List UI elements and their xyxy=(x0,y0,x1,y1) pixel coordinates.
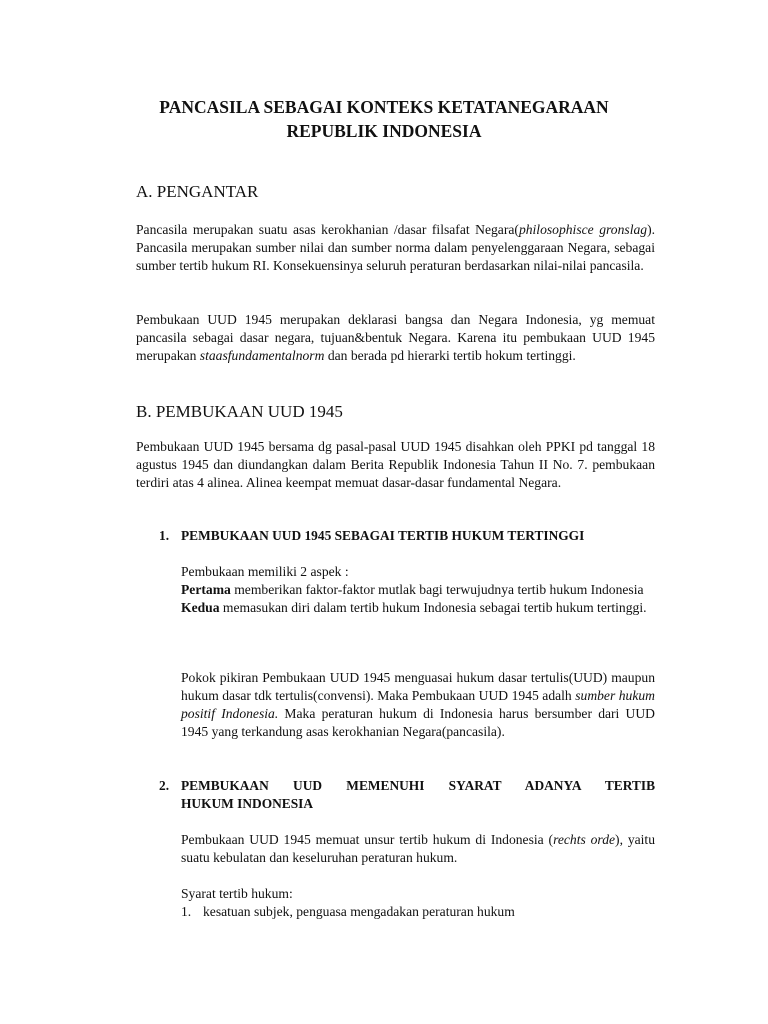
aspect-text: memberikan faktor-faktor mutlak bagi terwujudnya tertib hukum Indonesia xyxy=(230,582,644,597)
syarat-intro: Syarat tertib hukum: xyxy=(181,886,293,901)
title-line-2: REPUBLIK INDONESIA xyxy=(286,121,482,141)
subsection-number: 1. xyxy=(159,528,170,543)
text-run: ). Pancasila merupakan sumber nilai dan sumber norma dalam penyelenggaraan Negara, sebagai sumber tertib hukum RI. Konsekuensinya seluruh peraturan berdasarkan nilai-nilai pancasila. xyxy=(136,222,656,273)
aspects-intro: Pembukaan memiliki 2 aspek : xyxy=(181,564,349,579)
section-b-heading: B. PEMBUKAAN UUD 1945 xyxy=(136,402,343,421)
list-number: 1. xyxy=(181,904,192,919)
section-a-paragraph-2 xyxy=(136,311,655,365)
italic-term: sumber hukum positif Indonesia. xyxy=(181,688,655,721)
italic-term: philosophisce gronslag xyxy=(518,222,648,237)
section-b-paragraph-1: Pembukaan UUD 1945 bersama dg pasal-pasal UUD 1945 disahkan oleh PPKI pd tanggal 18 agustus 1945 dan diundangkan dalam Berita Republik Indonesia Tahun II No. 7. pembukaan terdiri atas 4 alinea. Alinea keempat memuat dasar-dasar fundamental Negara. xyxy=(136,439,655,490)
text-run: Maka peraturan hukum di Indonesia harus bersumber dari UUD 1945 yang terkandung asas kerokhanian Negara(pancasila). xyxy=(181,706,655,739)
subsection-1-paragraph-2 xyxy=(181,669,655,741)
subsection-number: 2. xyxy=(159,778,170,793)
list-text: kesatuan subjek, penguasa mengadakan peraturan hukum xyxy=(203,904,515,919)
subsection-title xyxy=(181,777,655,813)
italic-term: rechts orde xyxy=(553,832,616,847)
subsection-1-aspects xyxy=(181,563,655,617)
section-a-paragraph-1 xyxy=(136,221,655,275)
aspect-pertama xyxy=(181,581,655,599)
text-run: dan berada pd hierarki tertib hokum tertinggi. xyxy=(324,348,576,363)
section-a-heading: A. PENGANTAR xyxy=(136,182,259,201)
subsection-2-heading xyxy=(159,777,655,813)
list-item xyxy=(181,903,515,921)
text-run: Pokok pikiran Pembukaan UUD 1945 menguasai hukum dasar tertulis(UUD) maupun hukum dasar tdk tertulis(convensi). Maka Pembukaan UUD 1945 adalh xyxy=(181,670,655,703)
subsection-1-heading xyxy=(159,527,655,545)
text-run: Pembukaan UUD 1945 memuat unsur tertib hukum di Indonesia ( xyxy=(181,832,554,847)
aspect-label: Pertama xyxy=(181,582,231,597)
text-run: Pancasila merupakan suatu asas kerokhanian /dasar filsafat Negara( xyxy=(136,222,519,237)
aspect-kedua xyxy=(181,599,655,617)
subsection-title: PEMBUKAAN UUD 1945 SEBAGAI TERTIB HUKUM TERTINGGI xyxy=(181,528,585,543)
title-line-1: PANCASILA SEBAGAI KONTEKS KETATANEGARAAN xyxy=(159,97,609,117)
aspect-text: memasukan diri dalam tertib hukum Indonesia sebagai tertib hukum tertinggi. xyxy=(219,600,647,615)
document-title xyxy=(100,95,668,143)
text-run: ), yaitu suatu kebulatan dan keseluruhan peraturan hukum. xyxy=(181,832,655,865)
subsection-title-line-1: PEMBUKAAN UUD MEMENUHI SYARAT ADANYA TERTIB xyxy=(181,778,655,793)
text-run: Pembukaan UUD 1945 merupakan deklarasi bangsa dan Negara Indonesia, yg memuat pancasila sebagai dasar negara, tujuan&bentuk Negara. Karena itu pembukaan UUD 1945 merupakan xyxy=(136,312,655,363)
subsection-2-paragraph-1 xyxy=(181,831,655,867)
aspect-label: Kedua xyxy=(181,600,220,615)
italic-term: staasfundamentalnorm xyxy=(199,348,325,363)
subsection-title-line-2: HUKUM INDONESIA xyxy=(181,796,314,811)
